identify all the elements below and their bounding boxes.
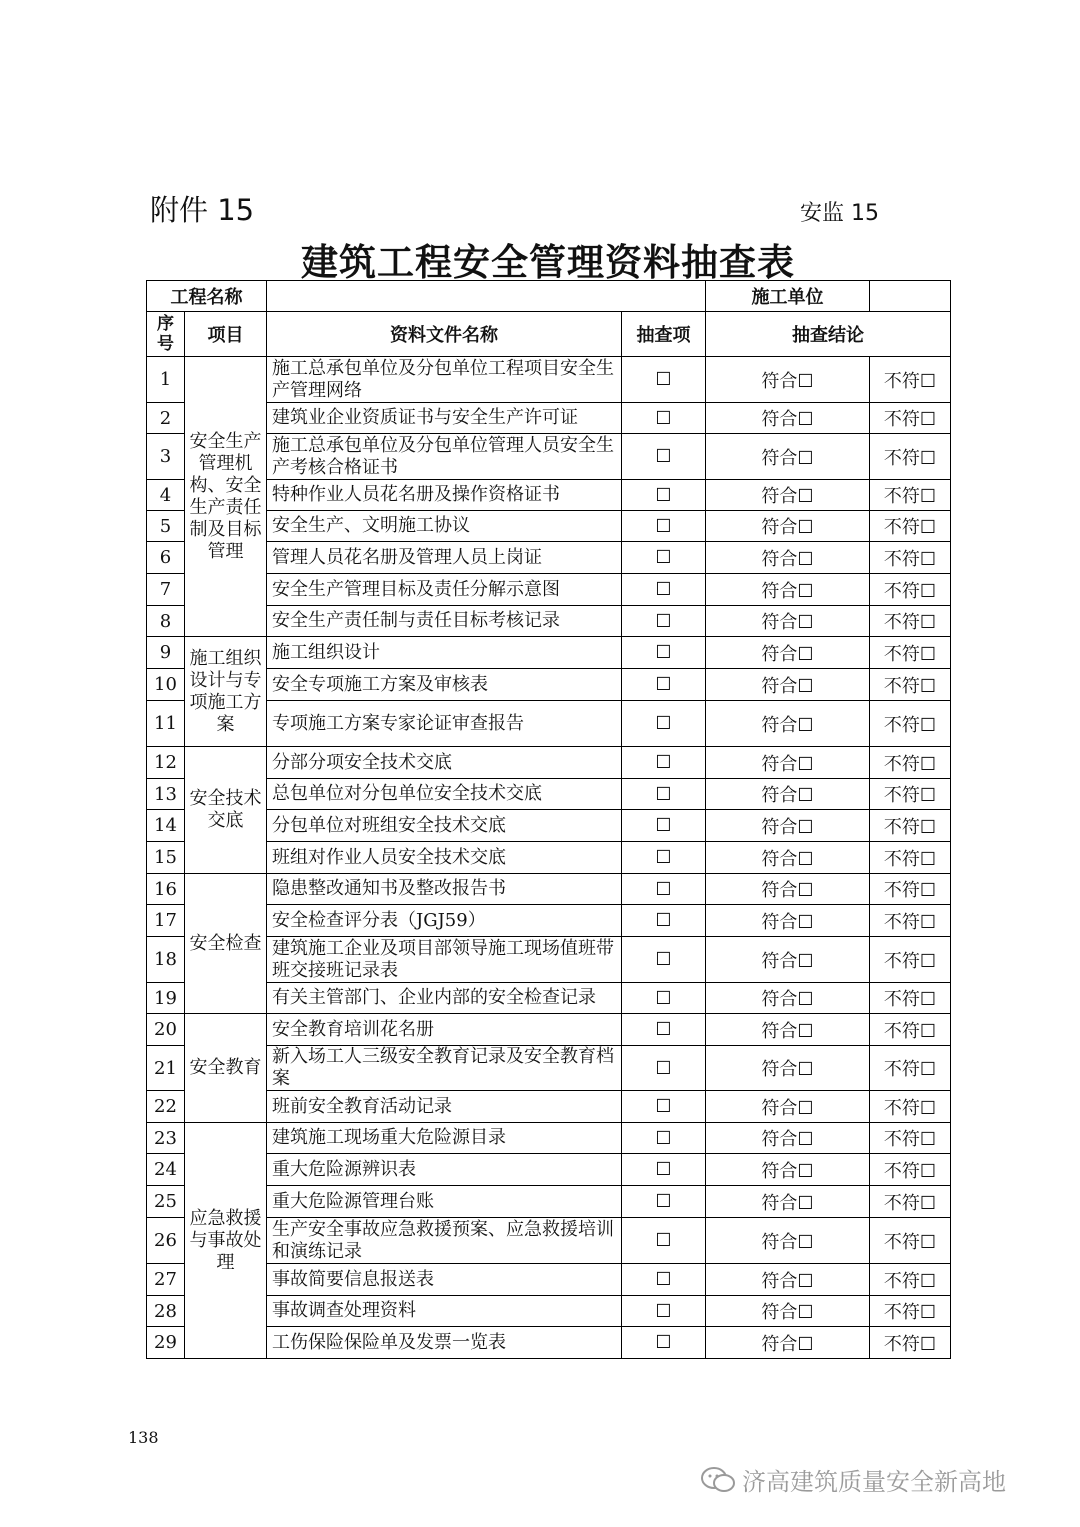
contractor-label: 施工单位 xyxy=(706,281,870,312)
nonconforms-option[interactable]: 不符☐ xyxy=(870,937,951,983)
row-number: 20 xyxy=(147,1014,185,1046)
conforms-option[interactable]: 符合☐ xyxy=(706,905,870,937)
nonconforms-option[interactable]: 不符☐ xyxy=(870,842,951,874)
row-number: 25 xyxy=(147,1186,185,1218)
conforms-option[interactable]: 符合☐ xyxy=(706,480,870,511)
check-checkbox[interactable]: ☐ xyxy=(622,403,706,434)
table-row xyxy=(147,434,951,480)
check-checkbox[interactable]: ☐ xyxy=(622,874,706,905)
row-number: 3 xyxy=(147,434,185,480)
table-row xyxy=(147,542,951,574)
nonconforms-option[interactable]: 不符☐ xyxy=(870,1296,951,1327)
document-name: 班组对作业人员安全技术交底 xyxy=(267,842,622,874)
category-cell: 应急救援与事故处理 xyxy=(185,1123,267,1359)
check-checkbox[interactable]: ☐ xyxy=(622,511,706,542)
row-number: 5 xyxy=(147,511,185,542)
nonconforms-option[interactable]: 不符☐ xyxy=(870,874,951,905)
header-no-text: 序号 xyxy=(157,314,174,354)
document-name: 专项施工方案专家论证审查报告 xyxy=(267,701,622,747)
check-checkbox[interactable]: ☐ xyxy=(622,701,706,747)
nonconforms-option[interactable]: 不符☐ xyxy=(870,1327,951,1359)
document-name: 安全生产责任制与责任目标考核记录 xyxy=(267,606,622,637)
table-row xyxy=(147,1091,951,1123)
row-number: 26 xyxy=(147,1218,185,1264)
table-row xyxy=(147,357,951,403)
nonconforms-option[interactable]: 不符☐ xyxy=(870,637,951,669)
conforms-option[interactable]: 符合☐ xyxy=(706,874,870,905)
document-name: 安全教育培训花名册 xyxy=(267,1014,622,1046)
table-row xyxy=(147,701,951,747)
table-row xyxy=(147,480,951,511)
row-number: 8 xyxy=(147,606,185,637)
row-number: 10 xyxy=(147,669,185,701)
conforms-option[interactable]: 符合☐ xyxy=(706,1327,870,1359)
header-item: 项目 xyxy=(185,312,267,357)
nonconforms-option[interactable]: 不符☐ xyxy=(870,434,951,480)
category-cell: 安全生产管理机构、安全生产责任制及目标管理 xyxy=(185,357,267,637)
conforms-option[interactable]: 符合☐ xyxy=(706,1123,870,1154)
project-name-field[interactable] xyxy=(267,281,706,312)
nonconforms-option[interactable]: 不符☐ xyxy=(870,1046,951,1091)
conforms-option[interactable]: 符合☐ xyxy=(706,1296,870,1327)
document-name: 重大危险源辨识表 xyxy=(267,1154,622,1186)
check-checkbox[interactable]: ☐ xyxy=(622,810,706,842)
row-number: 2 xyxy=(147,403,185,434)
document-name: 特种作业人员花名册及操作资格证书 xyxy=(267,480,622,511)
document-name: 管理人员花名册及管理人员上岗证 xyxy=(267,542,622,574)
conforms-option[interactable]: 符合☐ xyxy=(706,606,870,637)
conforms-option[interactable]: 符合☐ xyxy=(706,574,870,606)
conforms-option[interactable]: 符合☐ xyxy=(706,669,870,701)
table-row xyxy=(147,874,951,905)
conforms-option[interactable]: 符合☐ xyxy=(706,1264,870,1296)
nonconforms-option[interactable]: 不符☐ xyxy=(870,1123,951,1154)
check-checkbox[interactable]: ☐ xyxy=(622,1264,706,1296)
check-checkbox[interactable]: ☐ xyxy=(622,480,706,511)
table-row xyxy=(147,842,951,874)
conforms-option[interactable]: 符合☐ xyxy=(706,357,870,403)
conforms-option[interactable]: 符合☐ xyxy=(706,1186,870,1218)
row-number: 16 xyxy=(147,874,185,905)
row-number: 13 xyxy=(147,779,185,810)
table-row xyxy=(147,1046,951,1091)
watermark-text: 济高建筑质量安全新高地 xyxy=(742,1468,1006,1496)
category-cell: 施工组织设计与专项施工方案 xyxy=(185,637,267,747)
nonconforms-option[interactable]: 不符☐ xyxy=(870,701,951,747)
category-cell: 安全技术交底 xyxy=(185,747,267,874)
nonconforms-option[interactable]: 不符☐ xyxy=(870,810,951,842)
table-row xyxy=(147,574,951,606)
conforms-option[interactable]: 符合☐ xyxy=(706,542,870,574)
table-row xyxy=(147,983,951,1014)
nonconforms-option[interactable]: 不符☐ xyxy=(870,779,951,810)
watermark xyxy=(700,1462,1006,1500)
check-checkbox[interactable]: ☐ xyxy=(622,842,706,874)
table-row xyxy=(147,937,951,983)
row-number: 22 xyxy=(147,1091,185,1123)
conforms-option[interactable]: 符合☐ xyxy=(706,1046,870,1091)
document-name: 事故简要信息报送表 xyxy=(267,1264,622,1296)
conforms-option[interactable]: 符合☐ xyxy=(706,983,870,1014)
check-checkbox[interactable]: ☐ xyxy=(622,669,706,701)
document-name: 建筑施工企业及项目部领导施工现场值班带班交接班记录表 xyxy=(267,937,622,983)
document-name: 事故调查处理资料 xyxy=(267,1296,622,1327)
check-checkbox[interactable]: ☐ xyxy=(622,1327,706,1359)
conforms-option[interactable]: 符合☐ xyxy=(706,511,870,542)
row-number: 21 xyxy=(147,1046,185,1091)
header-no xyxy=(147,312,185,357)
check-checkbox[interactable]: ☐ xyxy=(622,1046,706,1091)
document-name: 建筑施工现场重大危险源目录 xyxy=(267,1123,622,1154)
document-name: 分包单位对班组安全技术交底 xyxy=(267,810,622,842)
table-row xyxy=(147,1014,951,1046)
document-name: 施工总承包单位及分包单位工程项目安全生产管理网络 xyxy=(267,357,622,403)
row-number: 4 xyxy=(147,480,185,511)
check-checkbox[interactable]: ☐ xyxy=(622,1154,706,1186)
document-name: 安全生产管理目标及责任分解示意图 xyxy=(267,574,622,606)
row-number: 9 xyxy=(147,637,185,669)
row-number: 7 xyxy=(147,574,185,606)
nonconforms-option[interactable]: 不符☐ xyxy=(870,606,951,637)
header-row xyxy=(147,312,951,357)
row-number: 19 xyxy=(147,983,185,1014)
conforms-option[interactable]: 符合☐ xyxy=(706,1154,870,1186)
nonconforms-option[interactable]: 不符☐ xyxy=(870,1264,951,1296)
check-checkbox[interactable]: ☐ xyxy=(622,1091,706,1123)
page-number: 138 xyxy=(128,1428,159,1447)
nonconforms-option[interactable]: 不符☐ xyxy=(870,542,951,574)
table-row xyxy=(147,779,951,810)
check-checkbox[interactable]: ☐ xyxy=(622,983,706,1014)
nonconforms-option[interactable]: 不符☐ xyxy=(870,1154,951,1186)
check-checkbox[interactable]: ☐ xyxy=(622,637,706,669)
nonconforms-option[interactable]: 不符☐ xyxy=(870,669,951,701)
conforms-option[interactable]: 符合☐ xyxy=(706,1014,870,1046)
nonconforms-option[interactable]: 不符☐ xyxy=(870,1091,951,1123)
check-checkbox[interactable]: ☐ xyxy=(622,357,706,403)
inspection-table xyxy=(146,280,951,1359)
conforms-option[interactable]: 符合☐ xyxy=(706,1218,870,1264)
nonconforms-option[interactable]: 不符☐ xyxy=(870,357,951,403)
document-name: 班前安全教育活动记录 xyxy=(267,1091,622,1123)
nonconforms-option[interactable]: 不符☐ xyxy=(870,1218,951,1264)
check-checkbox[interactable]: ☐ xyxy=(622,606,706,637)
table-row xyxy=(147,1264,951,1296)
conforms-option[interactable]: 符合☐ xyxy=(706,810,870,842)
document-name: 总包单位对分包单位安全技术交底 xyxy=(267,779,622,810)
contractor-field[interactable] xyxy=(870,281,951,312)
table-row xyxy=(147,511,951,542)
table-row xyxy=(147,1327,951,1359)
check-checkbox[interactable]: ☐ xyxy=(622,1014,706,1046)
row-number: 18 xyxy=(147,937,185,983)
document-name: 安全生产、文明施工协议 xyxy=(267,511,622,542)
check-checkbox[interactable]: ☐ xyxy=(622,542,706,574)
table-row xyxy=(147,1154,951,1186)
wechat-icon xyxy=(700,1466,736,1500)
row-number: 11 xyxy=(147,701,185,747)
nonconforms-option[interactable]: 不符☐ xyxy=(870,747,951,779)
check-checkbox[interactable]: ☐ xyxy=(622,1123,706,1154)
nonconforms-option[interactable]: 不符☐ xyxy=(870,574,951,606)
header-result: 抽查结论 xyxy=(706,312,951,357)
header-doc: 资料文件名称 xyxy=(267,312,622,357)
check-checkbox[interactable]: ☐ xyxy=(622,779,706,810)
nonconforms-option[interactable]: 不符☐ xyxy=(870,905,951,937)
check-checkbox[interactable]: ☐ xyxy=(622,1218,706,1264)
conforms-option[interactable]: 符合☐ xyxy=(706,637,870,669)
category-cell: 安全检查 xyxy=(185,874,267,1014)
header-check: 抽查项 xyxy=(622,312,706,357)
check-checkbox[interactable]: ☐ xyxy=(622,434,706,480)
document-name: 安全专项施工方案及审核表 xyxy=(267,669,622,701)
conforms-option[interactable]: 符合☐ xyxy=(706,403,870,434)
check-checkbox[interactable]: ☐ xyxy=(622,747,706,779)
row-number: 14 xyxy=(147,810,185,842)
document-name: 分部分项安全技术交底 xyxy=(267,747,622,779)
check-checkbox[interactable]: ☐ xyxy=(622,1296,706,1327)
document-name: 建筑业企业资质证书与安全生产许可证 xyxy=(267,403,622,434)
form-code: 安监 15 xyxy=(800,201,879,226)
table-row xyxy=(147,1218,951,1264)
row-number: 27 xyxy=(147,1264,185,1296)
document-name: 施工总承包单位及分包单位管理人员安全生产考核合格证书 xyxy=(267,434,622,480)
table-row xyxy=(147,747,951,779)
check-checkbox[interactable]: ☐ xyxy=(622,574,706,606)
nonconforms-option[interactable]: 不符☐ xyxy=(870,983,951,1014)
row-number: 17 xyxy=(147,905,185,937)
category-cell: 安全教育 xyxy=(185,1014,267,1123)
attachment-label: 附件 15 xyxy=(150,193,255,227)
table-row xyxy=(147,669,951,701)
info-row xyxy=(147,281,951,312)
table-row xyxy=(147,606,951,637)
table-row xyxy=(147,905,951,937)
document-name: 施工组织设计 xyxy=(267,637,622,669)
conforms-option[interactable]: 符合☐ xyxy=(706,842,870,874)
check-checkbox[interactable]: ☐ xyxy=(622,905,706,937)
table-row xyxy=(147,1296,951,1327)
page-title: 建筑工程安全管理资料抽查表 xyxy=(301,241,795,284)
table-row xyxy=(147,810,951,842)
check-checkbox[interactable]: ☐ xyxy=(622,937,706,983)
conforms-option[interactable]: 符合☐ xyxy=(706,701,870,747)
table-row xyxy=(147,1123,951,1154)
row-number: 29 xyxy=(147,1327,185,1359)
row-number: 23 xyxy=(147,1123,185,1154)
row-number: 1 xyxy=(147,357,185,403)
document-name: 生产安全事故应急救援预案、应急救援培训和演练记录 xyxy=(267,1218,622,1264)
table-row xyxy=(147,403,951,434)
nonconforms-option[interactable]: 不符☐ xyxy=(870,1014,951,1046)
document-name: 新入场工人三级安全教育记录及安全教育档案 xyxy=(267,1046,622,1091)
project-name-label: 工程名称 xyxy=(147,281,267,312)
nonconforms-option[interactable]: 不符☐ xyxy=(870,511,951,542)
nonconforms-option[interactable]: 不符☐ xyxy=(870,403,951,434)
row-number: 12 xyxy=(147,747,185,779)
row-number: 28 xyxy=(147,1296,185,1327)
row-number: 15 xyxy=(147,842,185,874)
row-number: 24 xyxy=(147,1154,185,1186)
row-number: 6 xyxy=(147,542,185,574)
conforms-option[interactable]: 符合☐ xyxy=(706,1091,870,1123)
check-checkbox[interactable]: ☐ xyxy=(622,1186,706,1218)
conforms-option[interactable]: 符合☐ xyxy=(706,747,870,779)
table-row xyxy=(147,637,951,669)
nonconforms-option[interactable]: 不符☐ xyxy=(870,1186,951,1218)
document-name: 隐患整改通知书及整改报告书 xyxy=(267,874,622,905)
document-name: 有关主管部门、企业内部的安全检查记录 xyxy=(267,983,622,1014)
table-row xyxy=(147,1186,951,1218)
conforms-option[interactable]: 符合☐ xyxy=(706,937,870,983)
document-name: 工伤保险保险单及发票一览表 xyxy=(267,1327,622,1359)
conforms-option[interactable]: 符合☐ xyxy=(706,434,870,480)
document-name: 重大危险源管理台账 xyxy=(267,1186,622,1218)
document-name: 安全检查评分表（JGJ59） xyxy=(267,905,622,937)
nonconforms-option[interactable]: 不符☐ xyxy=(870,480,951,511)
conforms-option[interactable]: 符合☐ xyxy=(706,779,870,810)
